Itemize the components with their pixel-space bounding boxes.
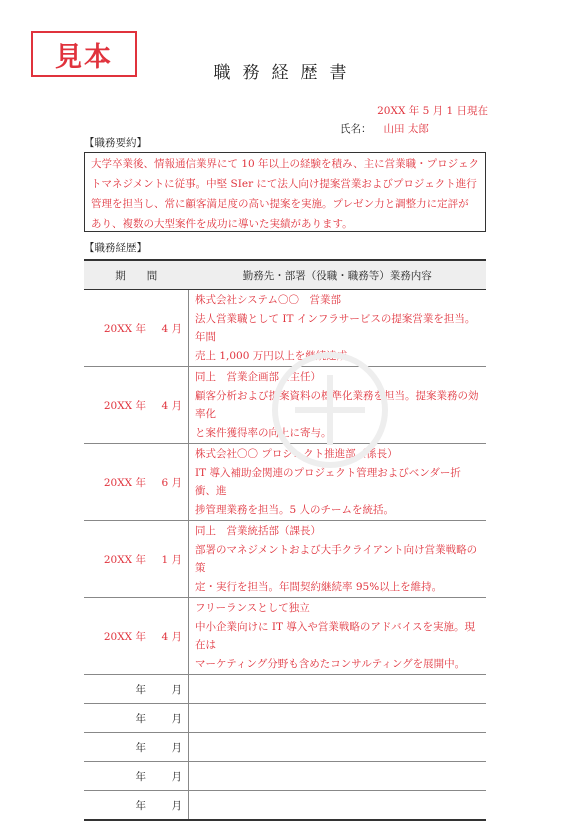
blank-content	[189, 791, 487, 821]
entry-line: 捗管理業務を担当。5 人のチームを統括。	[195, 503, 395, 516]
entry-line: 部署のマネジメントおよび大手クライアント向け営業戦略の策	[195, 543, 478, 574]
blank-year: 年	[84, 762, 148, 791]
blank-content	[189, 675, 487, 704]
entry-year: 20XX 年	[84, 598, 148, 675]
entry-line: 株式会社〇〇 プロジェクト推進部（係長）	[195, 448, 398, 460]
watermark-logo	[250, 330, 410, 490]
blank-year: 年	[84, 733, 148, 762]
document-date: 20XX 年 5 月 1 日現在	[377, 105, 488, 117]
entry-line: フリーランスとして独立	[195, 602, 310, 614]
blank-content	[189, 704, 487, 733]
blank-month: 月	[148, 733, 189, 762]
name-value: 山田 太郎	[383, 123, 429, 135]
blank-month: 月	[148, 675, 189, 704]
entry-line: 中小企業向けに IT 導入や営業戦略のアドバイスを実施。現在は	[195, 620, 476, 651]
table-row	[84, 791, 486, 821]
blank-month: 月	[148, 791, 189, 821]
entry-line: と案件獲得率の向上に寄与。	[195, 426, 332, 439]
entry-content	[189, 598, 487, 675]
entry-content	[189, 521, 487, 598]
blank-content	[189, 733, 487, 762]
entry-line: 定・実行を担当。年間契約継続率 95%以上を維持。	[195, 580, 443, 593]
content-header: 勤務先・部署（役職・職務等）業務内容	[189, 260, 487, 290]
document-title: 職務経歴書	[213, 63, 359, 83]
sample-stamp: 見本	[31, 31, 137, 77]
table-header-row	[84, 260, 486, 290]
name-label: 氏名：	[340, 123, 372, 135]
entry-month: 4 月	[148, 290, 189, 367]
entry-month: 6 月	[148, 444, 189, 521]
entry-month: 1 月	[148, 521, 189, 598]
history-label: 【職務経歴】	[84, 242, 147, 254]
summary-label: 【職務要約】	[84, 137, 147, 149]
table-row	[84, 762, 486, 791]
entry-line: 同上 営業企画部（主任）	[195, 371, 321, 383]
blank-year: 年	[84, 675, 148, 704]
entry-line: マーケティング分野も含めたコンサルティングを展開中。	[195, 657, 466, 670]
blank-month: 月	[148, 762, 189, 791]
entry-month: 4 月	[148, 598, 189, 675]
entry-line: 株式会社システム〇〇 営業部	[195, 294, 341, 306]
entry-line: 同上 営業統括部（課長）	[195, 525, 321, 537]
entry-year: 20XX 年	[84, 444, 148, 521]
blank-month: 月	[148, 704, 189, 733]
entry-year: 20XX 年	[84, 521, 148, 598]
entry-year: 20XX 年	[84, 290, 148, 367]
entry-line: 顧客分析および提案資料の標準化業務を担当。提案業務の効率化	[195, 389, 479, 420]
table-row	[84, 521, 486, 598]
summary-box: 大学卒業後、情報通信業界にて 10 年以上の経験を積み、主に営業職・プロジェクトマネジメントに従事。中堅 SIer にて法人向け提案営業およびプロジェクト進行管理を担当し、常に顧客満足度の高い提案を実施。プレゼン力と調整力に定評があり、複数の大型案件を成功に導いた実績があります。	[84, 152, 486, 232]
entry-line: 法人営業職として IT インフラサービスの提案営業を担当。年間	[195, 312, 476, 343]
table-row	[84, 733, 486, 762]
period-header: 期 間	[84, 260, 189, 290]
table-row	[84, 675, 486, 704]
name-line	[340, 121, 429, 136]
blank-year: 年	[84, 791, 148, 821]
entry-line: IT 導入補助金関連のプロジェクト管理およびベンダー折衝、進	[195, 466, 461, 497]
entry-line: 売上 1,000 万円以上を継続達成。	[195, 349, 358, 362]
entry-month: 4 月	[148, 367, 189, 444]
table-row	[84, 598, 486, 675]
blank-year: 年	[84, 704, 148, 733]
blank-content	[189, 762, 487, 791]
entry-year: 20XX 年	[84, 367, 148, 444]
table-row	[84, 704, 486, 733]
